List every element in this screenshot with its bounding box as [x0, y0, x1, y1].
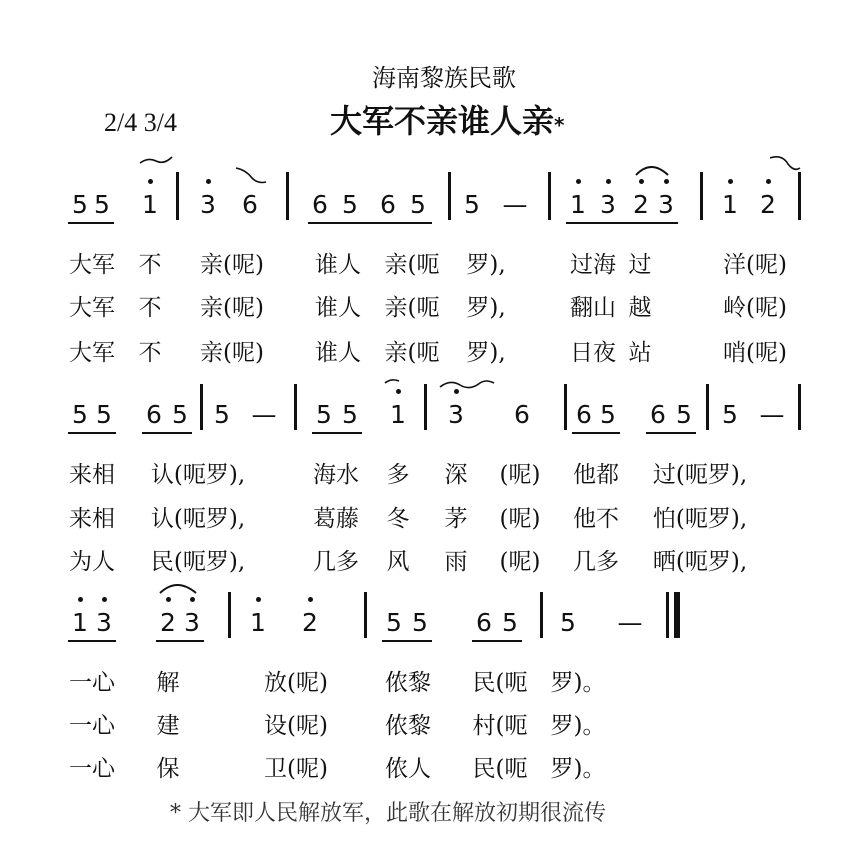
octave-dot — [148, 179, 153, 184]
lyric: 亲(呢) — [200, 340, 264, 366]
barline — [364, 592, 367, 638]
lyric: 一心 — [69, 670, 115, 696]
lyric: 哨(呢) — [723, 340, 787, 366]
beam — [566, 222, 678, 224]
note: 5 — [464, 190, 480, 219]
lyric: 不 — [138, 295, 162, 321]
lyric: 翻山 — [570, 295, 616, 321]
lyric: 卫(呢) — [264, 756, 328, 782]
note: 5 — [342, 190, 358, 219]
barline — [294, 384, 297, 430]
lyric: 罗)。 — [550, 756, 606, 782]
lyric: 怕(呃罗), — [652, 506, 748, 532]
lyric: 大军 — [69, 252, 115, 278]
note: 5 — [410, 190, 426, 219]
note: 1 — [250, 608, 266, 637]
note: 5 — [316, 400, 332, 429]
lyric: 民(呃 — [472, 670, 528, 696]
lyric: 葛藤 — [313, 506, 359, 532]
lyric: 一心 — [69, 756, 115, 782]
lyric: 放(呢) — [264, 670, 328, 696]
beam — [68, 640, 116, 642]
note: 5 — [72, 190, 88, 219]
footnote: * 大军即人民解放军，此歌在解放初期很流传 — [170, 801, 606, 826]
octave-dot — [166, 597, 171, 602]
lyric: 风 — [386, 549, 410, 575]
lyric: 认(呃罗), — [150, 506, 246, 532]
lyric: 海水 — [313, 462, 359, 488]
note: 5 — [386, 608, 402, 637]
beam — [308, 222, 432, 224]
beam — [68, 222, 114, 224]
lyric: 来相 — [69, 462, 115, 488]
lyric: (呢) — [499, 549, 541, 575]
octave-dot — [190, 597, 195, 602]
lyric: 亲(呃 — [384, 295, 440, 321]
lyric: 亲(呃 — [384, 252, 440, 278]
octave-dot — [206, 179, 211, 184]
octave-dot — [728, 179, 733, 184]
lyric: 民(呃罗), — [150, 549, 246, 575]
note: 5 — [172, 400, 188, 429]
note: 1 — [390, 400, 406, 429]
barline — [548, 172, 551, 220]
barline — [700, 172, 703, 220]
octave-dot — [78, 597, 83, 602]
lyric: 雨 — [444, 549, 468, 575]
lyric: (呢) — [499, 462, 541, 488]
lyric: 大军 — [69, 295, 115, 321]
beam — [472, 640, 522, 642]
lyric: 来相 — [69, 506, 115, 532]
lyric: 侬人 — [385, 756, 431, 782]
lyric: 民(呃 — [472, 756, 528, 782]
song-subtitle: 海南黎族民歌 — [372, 64, 516, 92]
lyric: 罗), — [466, 252, 506, 278]
note: 5 — [502, 608, 518, 637]
note-dash: — — [617, 608, 643, 637]
note: 2 — [160, 608, 176, 637]
lyric: 深 — [444, 462, 468, 488]
barline — [564, 384, 567, 430]
barline — [448, 172, 451, 220]
note: 3 — [184, 608, 200, 637]
lyric: 谁人 — [315, 295, 361, 321]
lyric: 亲(呢) — [200, 252, 264, 278]
lyric: 越 — [628, 295, 652, 321]
lyric: 他不 — [573, 506, 619, 532]
note: 1 — [570, 190, 586, 219]
lyric: 大军 — [69, 340, 115, 366]
beam — [382, 640, 432, 642]
lyric: 为人 — [69, 549, 115, 575]
note: 6 — [514, 400, 530, 429]
barline — [424, 384, 427, 430]
time-signature: 2/4 3/4 — [104, 108, 177, 137]
lyric: 罗), — [466, 295, 506, 321]
note-dash: — — [251, 400, 277, 429]
octave-dot — [576, 179, 581, 184]
note: 5 — [94, 190, 110, 219]
note: 1 — [722, 190, 738, 219]
lyric: 侬黎 — [385, 670, 431, 696]
lyric: 罗), — [466, 340, 506, 366]
beam — [646, 432, 696, 434]
lyric: 日夜 — [570, 340, 616, 366]
note: 6 — [380, 190, 396, 219]
beam — [572, 432, 620, 434]
octave-dot — [606, 179, 611, 184]
note: 6 — [476, 608, 492, 637]
note: 5 — [722, 400, 738, 429]
note: 5 — [72, 400, 88, 429]
barline — [228, 592, 231, 638]
note: 3 — [658, 190, 674, 219]
note: 6 — [576, 400, 592, 429]
note: 3 — [448, 400, 464, 429]
note: 6 — [242, 190, 258, 219]
note: 5 — [96, 400, 112, 429]
lyric: 一心 — [69, 713, 115, 739]
beam — [312, 432, 362, 434]
octave-dot — [454, 389, 459, 394]
lyric: 建 — [156, 713, 180, 739]
lyric: 认(呃罗), — [150, 462, 246, 488]
note: 2 — [633, 190, 649, 219]
note: 3 — [600, 190, 616, 219]
lyric: 亲(呃 — [384, 340, 440, 366]
lyric: 几多 — [313, 549, 359, 575]
note: 2 — [302, 608, 318, 637]
final-barline-thick — [674, 592, 680, 638]
octave-dot — [396, 389, 401, 394]
note: 6 — [650, 400, 666, 429]
beam — [68, 432, 116, 434]
note: 1 — [142, 190, 158, 219]
octave-dot — [308, 597, 313, 602]
lyric: 冬 — [386, 506, 410, 532]
note: 6 — [146, 400, 162, 429]
lyric: 过 — [628, 252, 652, 278]
note: 5 — [676, 400, 692, 429]
note: 5 — [214, 400, 230, 429]
octave-dot — [639, 179, 644, 184]
octave-dot — [664, 179, 669, 184]
lyric: 他都 — [573, 462, 619, 488]
lyric: 洋(呢) — [723, 252, 787, 278]
lyric: 不 — [138, 252, 162, 278]
lyric: 设(呢) — [264, 713, 328, 739]
lyric: 村(呃 — [472, 713, 528, 739]
note-dash: — — [502, 190, 528, 219]
note: 1 — [72, 608, 88, 637]
title-footnote-mark: * — [554, 113, 565, 137]
note-dash: — — [759, 400, 785, 429]
note: 6 — [312, 190, 328, 219]
barline — [540, 592, 543, 638]
octave-dot — [102, 597, 107, 602]
lyric: 过海 — [570, 252, 616, 278]
lyric: 谁人 — [315, 340, 361, 366]
barline — [176, 172, 179, 220]
lyric: (呢) — [499, 506, 541, 532]
lyric: 站 — [628, 340, 652, 366]
note: 5 — [600, 400, 616, 429]
lyric: 不 — [138, 340, 162, 366]
octave-dot — [766, 179, 771, 184]
lyric: 罗)。 — [550, 713, 606, 739]
note: 3 — [200, 190, 216, 219]
song-title-text: 大军不亲谁人亲 — [330, 102, 555, 140]
barline — [798, 172, 801, 220]
lyric: 保 — [156, 756, 180, 782]
barline — [286, 172, 289, 220]
note: 2 — [760, 190, 776, 219]
octave-dot — [256, 597, 261, 602]
final-barline-thin — [666, 592, 669, 638]
lyric: 侬黎 — [385, 713, 431, 739]
lyric: 茅 — [444, 506, 468, 532]
note: 5 — [560, 608, 576, 637]
lyric: 岭(呢) — [723, 295, 787, 321]
lyric: 解 — [156, 670, 180, 696]
note: 3 — [96, 608, 112, 637]
lyric: 多 — [386, 462, 410, 488]
barline — [200, 384, 203, 430]
barline — [798, 384, 801, 430]
beam — [156, 640, 204, 642]
lyric: 罗)。 — [550, 670, 606, 696]
barline — [706, 384, 709, 430]
beam — [142, 432, 192, 434]
lyric: 过(呃罗), — [652, 462, 748, 488]
lyric: 晒(呃罗), — [652, 549, 748, 575]
lyric: 亲(呢) — [200, 295, 264, 321]
note: 5 — [412, 608, 428, 637]
note: 5 — [342, 400, 358, 429]
lyric: 谁人 — [315, 252, 361, 278]
lyric: 几多 — [573, 549, 619, 575]
